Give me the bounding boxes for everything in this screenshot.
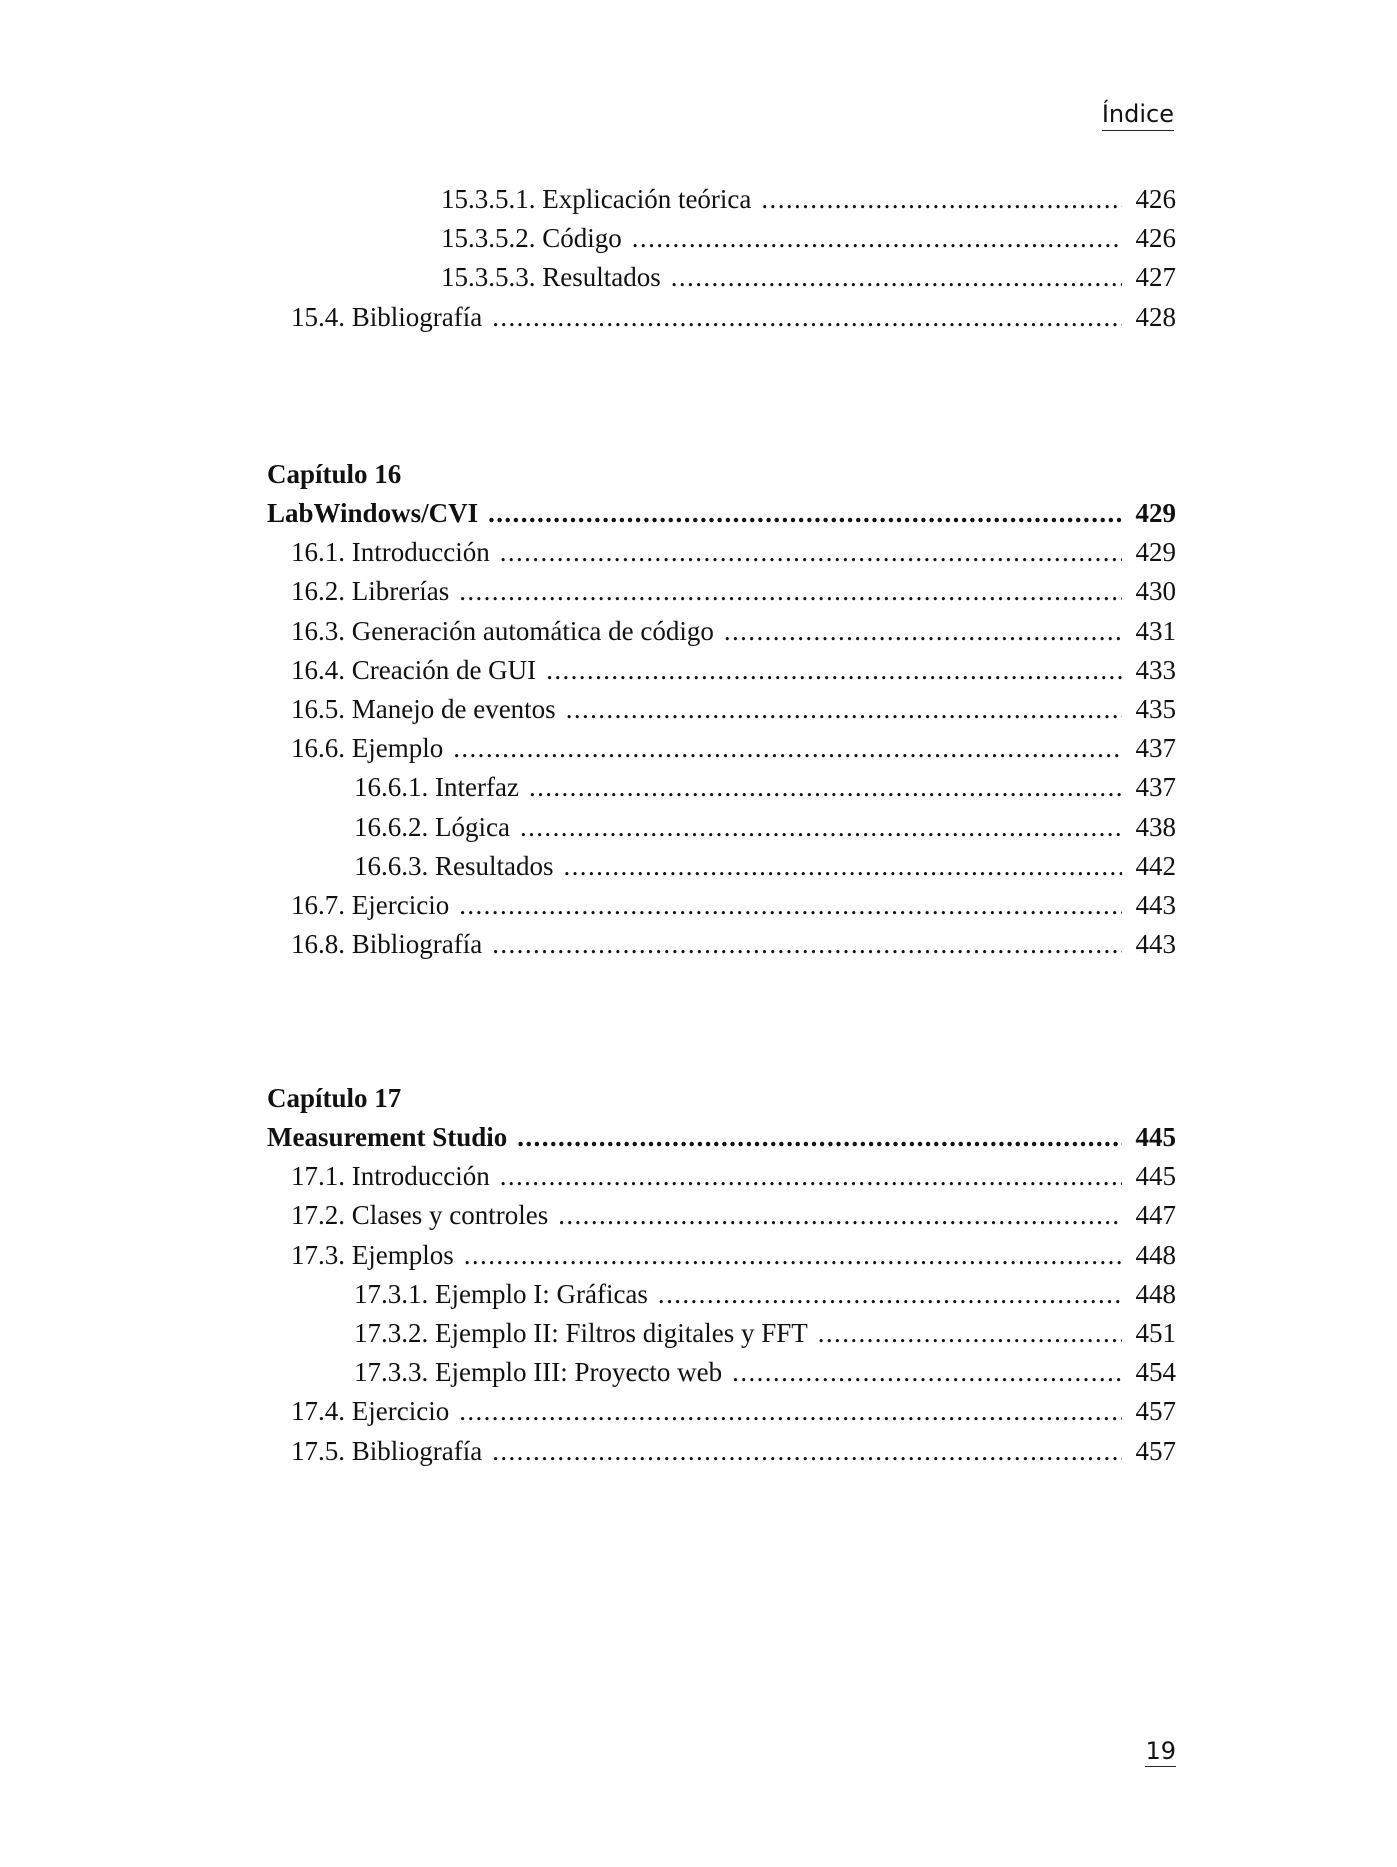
chapter-label: Capítulo 16 [267,459,402,489]
dot-leader [517,1118,1122,1157]
toc-entry[interactable] [267,1275,1176,1314]
toc-entry-title: 16.6.2. Lógica [354,811,510,842]
chapter-title: LabWindows/CVI [267,498,479,528]
toc-entry[interactable] [267,1392,1176,1431]
toc-entry-page: 438 [1135,811,1176,842]
chapter-title-entry[interactable] [267,494,1176,533]
toc-entry-title: 16.6.1. Interfaz [354,772,519,803]
toc-entry-title: 16.7. Ejercicio [291,889,450,920]
toc-entry-title: 17.3.2. Ejemplo II: Filtros digitales y FFT [354,1317,808,1348]
chapter-title-entry[interactable] [267,1118,1176,1157]
toc-entry[interactable] [267,1314,1176,1353]
toc-entry-title: 17.5. Bibliografía [291,1435,483,1466]
dot-leader [453,729,1122,768]
toc-entry-page: 447 [1135,1200,1176,1231]
toc-entry-title: 17.1. Introducción [291,1161,490,1192]
toc-entry[interactable] [267,925,1176,964]
toc-entry-page: 448 [1135,1278,1176,1309]
toc-entry[interactable] [267,651,1176,690]
toc-entry-title: 16.3. Generación automática de código [291,615,714,646]
toc-entry[interactable] [267,768,1176,807]
toc-entry[interactable] [267,612,1176,651]
dot-leader [520,808,1122,847]
toc-entry-title: 15.4. Bibliografía [291,301,483,332]
toc-continuation-chapter-15 [267,180,1176,337]
toc-entry-title: 15.3.5.1. Explicación teórica [441,184,752,214]
toc-entry-title: 16.5. Manejo de eventos [291,693,556,724]
toc-entry-title: 15.3.5.2. Código [441,223,622,254]
toc-entry[interactable] [267,180,1176,219]
chapter-page: 445 [1135,1122,1176,1152]
dot-leader [658,1275,1122,1314]
toc-entry[interactable] [267,847,1176,886]
dot-leader [761,180,1122,219]
toc-entry[interactable] [267,1353,1176,1392]
dot-leader [492,1432,1122,1471]
toc-entry[interactable] [267,572,1176,611]
toc-entry-title: 16.6. Ejemplo [291,733,444,764]
toc-entry-page: 457 [1135,1435,1176,1466]
dot-leader [724,612,1122,651]
toc-entry-page: 442 [1135,850,1176,881]
dot-leader [558,1196,1122,1235]
dot-leader [546,651,1122,690]
dot-leader [459,886,1122,925]
dot-leader [632,219,1122,258]
toc-entry-page: 428 [1135,301,1176,332]
toc-entry-page: 437 [1135,772,1176,803]
chapter-label: Capítulo 17 [267,1083,402,1113]
toc-entry-page: 426 [1135,184,1176,214]
toc-entry-title: 16.4. Creación de GUI [291,654,537,685]
page-number: 19 [1145,1737,1176,1765]
toc-chapter-16 [267,455,1176,964]
dot-leader [529,768,1122,807]
toc-entry-page: 430 [1135,576,1176,607]
toc-entry[interactable] [267,729,1176,768]
toc-entry-page: 433 [1135,654,1176,685]
dot-leader [488,494,1122,533]
running-head: Índice [1102,99,1174,131]
toc-entry-page: 457 [1135,1396,1176,1427]
toc-entry-title: 16.8. Bibliografía [291,929,483,960]
dot-leader [500,533,1122,572]
dot-leader [671,258,1122,297]
toc-entry[interactable] [267,533,1176,572]
toc-entry-page: 454 [1135,1357,1176,1388]
dot-leader [818,1314,1122,1353]
dot-leader [459,1392,1122,1431]
toc-entry-title: 15.3.5.3. Resultados [441,262,661,293]
toc-chapter-17 [267,1079,1176,1471]
toc-entry-title: 16.1. Introducción [291,537,490,568]
toc-entry-title: 17.3.1. Ejemplo I: Gráficas [354,1278,648,1309]
dot-leader [464,1236,1122,1275]
toc-entry[interactable] [267,1432,1176,1471]
toc-entry-page: 443 [1135,889,1176,920]
toc-entry-page: 435 [1135,693,1176,724]
chapter-title: Measurement Studio [267,1122,508,1152]
toc-entry-page: 445 [1135,1161,1176,1192]
toc-entry-page: 443 [1135,929,1176,960]
dot-leader [492,925,1122,964]
chapter-page: 429 [1135,498,1176,528]
toc-entry[interactable] [267,1157,1176,1196]
toc-entry-title: 16.2. Librerías [291,576,450,607]
dot-leader [459,572,1122,611]
toc-entry-page: 451 [1135,1317,1176,1348]
dot-leader [500,1157,1122,1196]
toc-entry-page: 429 [1135,537,1176,568]
toc-entry-page: 431 [1135,615,1176,646]
toc-entry-title: 17.3.3. Ejemplo III: Proyecto web [354,1357,723,1388]
toc-entry[interactable] [267,258,1176,297]
toc-entry[interactable] [267,808,1176,847]
toc-entry[interactable] [267,1196,1176,1235]
toc-entry-title: 17.3. Ejemplos [291,1239,454,1270]
dot-leader [566,690,1122,729]
toc-entry-title: 17.4. Ejercicio [291,1396,450,1427]
dot-leader [564,847,1123,886]
toc-entry[interactable] [267,1236,1176,1275]
dot-leader [492,298,1122,337]
toc-entry[interactable] [267,886,1176,925]
toc-entry-page: 426 [1135,223,1176,254]
toc-entry-title: 17.2. Clases y controles [291,1200,549,1231]
toc-entry-page: 448 [1135,1239,1176,1270]
toc-entry-title: 16.6.3. Resultados [354,850,554,881]
toc-entry[interactable] [267,690,1176,729]
dot-leader [732,1353,1122,1392]
toc-entry[interactable] [267,219,1176,258]
toc-entry-page: 437 [1135,733,1176,764]
toc-entry[interactable] [267,298,1176,337]
toc-entry-page: 427 [1135,262,1176,293]
